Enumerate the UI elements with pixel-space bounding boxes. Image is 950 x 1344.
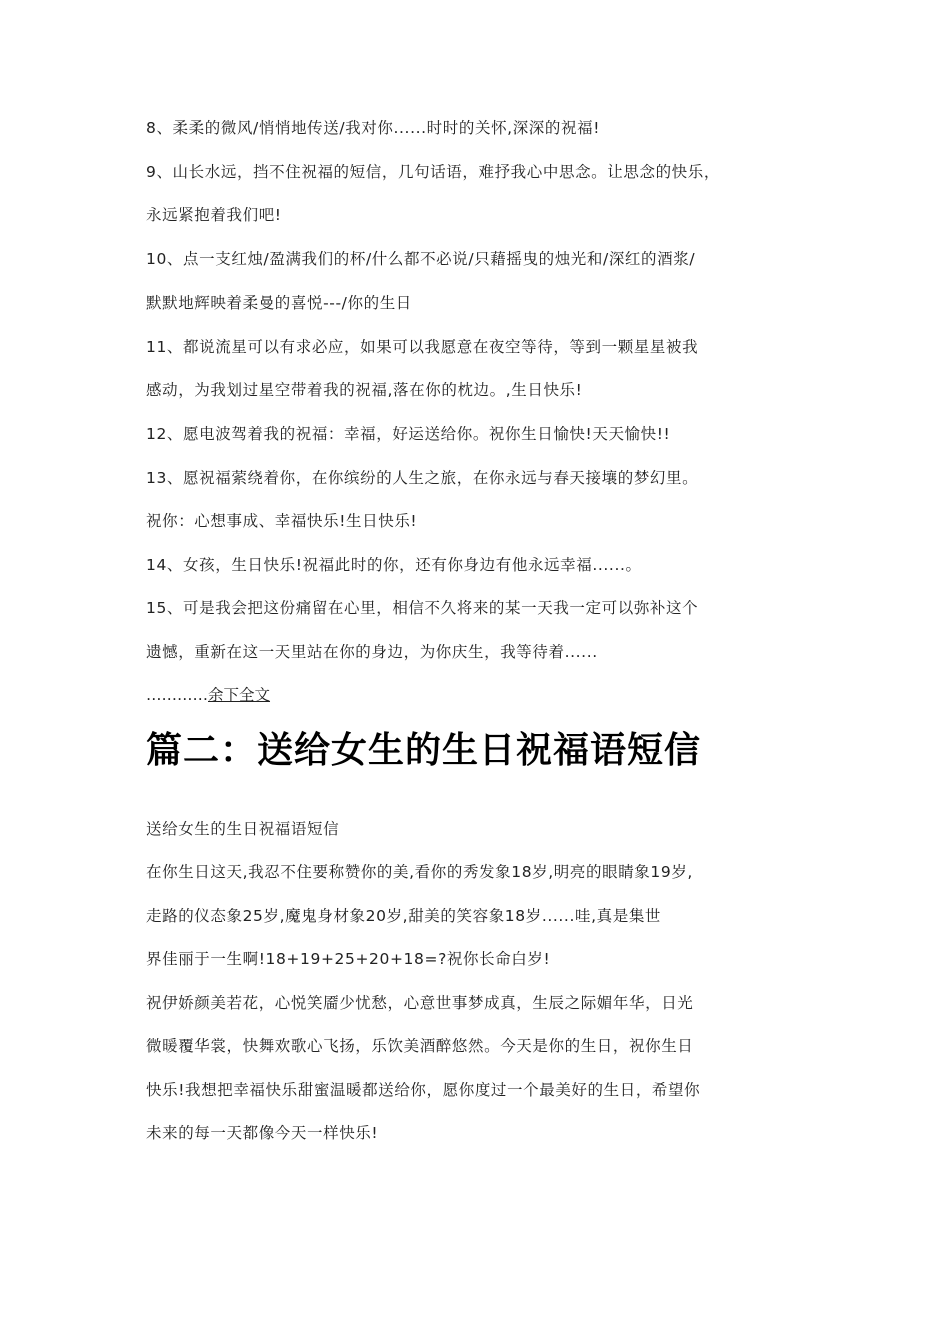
wish-line: 微暖覆华裳，快舞欢歌心飞扬，乐饮美酒醉悠然。今天是你的生日，祝你生日: [146, 1037, 694, 1055]
wish-line: 感动，为我划过星空带着我的祝福,落在你的枕边。,生日快乐!: [146, 381, 583, 399]
read-more-dots: …………: [146, 686, 208, 704]
wish-line: 在你生日这天,我忍不住要称赞你的美,看你的秀发象18岁,明亮的眼睛象19岁,: [146, 863, 693, 881]
wish-line: 祝伊娇颜美若花，心悦笑靥少忧愁，心意世事梦成真，生辰之际媚年华，日光: [146, 994, 694, 1012]
section-heading: 篇二：送给女生的生日祝福语短信: [146, 729, 702, 771]
wish-line: 界佳丽于一生啊!18+19+25+20+18=?祝你长命白岁!: [146, 950, 551, 968]
wish-line: 遗憾，重新在这一天里站在你的身边，为你庆生，我等待着......: [146, 643, 598, 661]
wish-line: 10、点一支红烛/盈满我们的杯/什么都不必说/只藉摇曳的烛光和/深红的酒浆/: [146, 250, 696, 268]
wish-line: 默默地辉映着柔曼的喜悦---/你的生日: [146, 294, 412, 312]
wish-line: 9、山长水远，挡不住祝福的短信，几句话语，难抒我心中思念。让思念的快乐，: [146, 163, 720, 181]
wish-line: 13、愿祝福萦绕着你，在你缤纷的人生之旅，在你永远与春天接壤的梦幻里。: [146, 469, 699, 487]
wish-line: 11、都说流星可以有求必应，如果可以我愿意在夜空等待，等到一颗星星被我: [146, 338, 699, 356]
read-more-link[interactable]: 余下全文: [208, 686, 271, 704]
wish-line: 快乐!我想把幸福快乐甜蜜温暖都送给你，愿你度过一个最美好的生日，希望你: [146, 1081, 701, 1099]
wish-line: 14、女孩，生日快乐!祝福此时的你，还有你身边有他永远幸福......。: [146, 556, 642, 574]
wish-line: 走路的仪态象25岁,魔鬼身材象20岁,甜美的笑容象18岁......哇,真是集世: [146, 907, 662, 925]
wish-line: 未来的每一天都像今天一样快乐!: [146, 1124, 379, 1142]
subtitle-line: 送给女生的生日祝福语短信: [146, 820, 340, 838]
read-more-row: [146, 684, 270, 706]
wish-line: 祝你：心想事成、幸福快乐!生日快乐!: [146, 512, 418, 530]
wish-line: 15、可是我会把这份痛留在心里，相信不久将来的某一天我一定可以弥补这个: [146, 599, 699, 617]
wish-line: 8、柔柔的微风/悄悄地传送/我对你......时时的关怀,深深的祝福!: [146, 119, 601, 137]
wish-line: 永远紧抱着我们吧!: [146, 206, 282, 224]
wish-line: 12、愿电波驾着我的祝福：幸福，好运送给你。祝你生日愉快!天天愉快!!: [146, 425, 671, 443]
